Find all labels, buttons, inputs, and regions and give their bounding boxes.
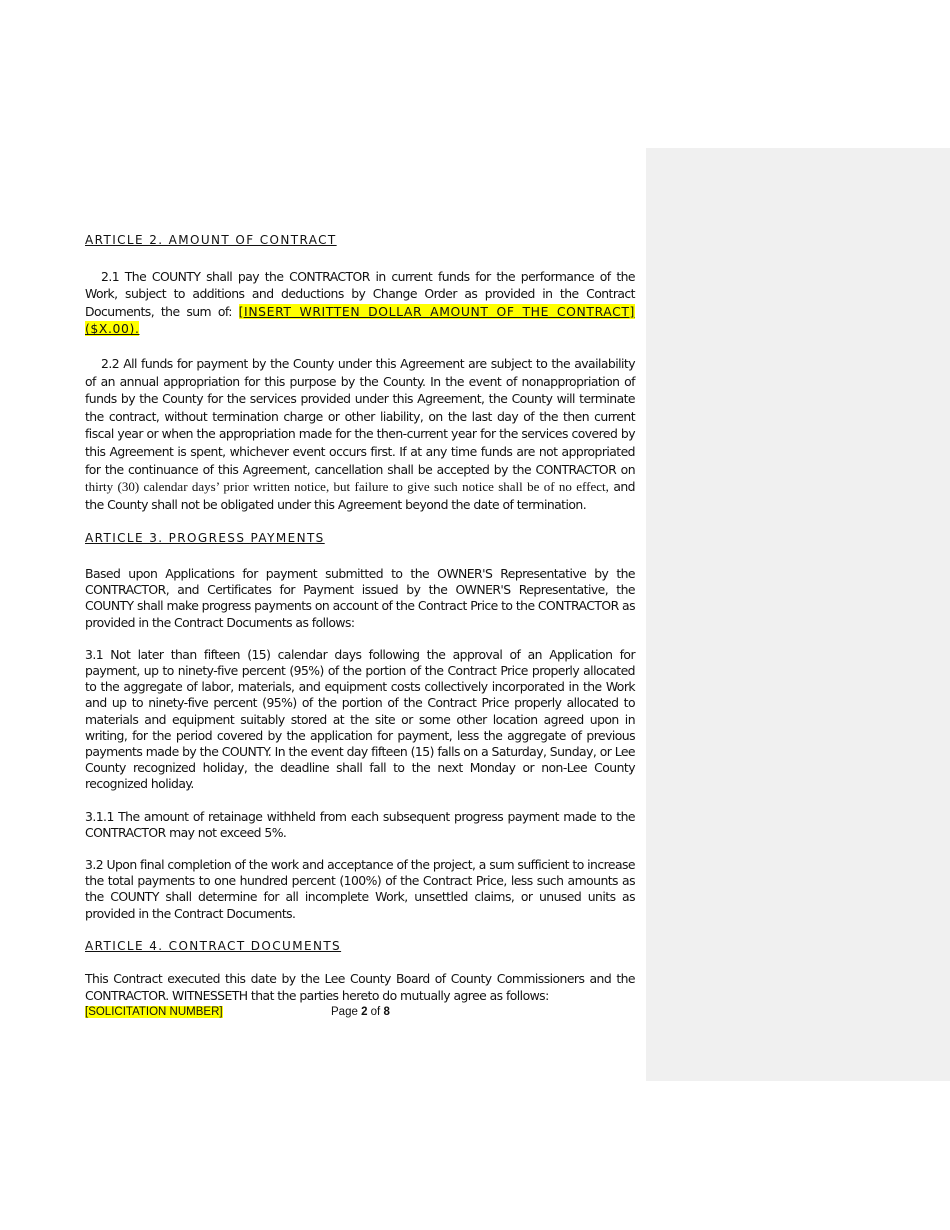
article-3-intro: Based upon Applications for payment submitted to the OWNER'S Representative by the CONTRACTOR, and Certificates for Payment issued by the OWNER'S Representative, the COUNTY shall make progress payments on account of the Contract Price to the CONTRACTOR as provided in the Contract Documents as follows: bbox=[85, 565, 635, 630]
page-of: of bbox=[367, 1006, 384, 1018]
page-current: 2 bbox=[361, 1006, 368, 1018]
paragraph-3-2: 3.2 Upon final completion of the work and acceptance of the project, a sum sufficient to increase the total payments to one hundred percent (100%) of the Contract Price, less such amounts as the COUNTY shall determine for all incomplete Work, unsettled claims, or unused units as provided in the Contract Documents. bbox=[85, 856, 635, 921]
article-2-heading: ARTICLE 2. AMOUNT OF CONTRACT bbox=[85, 233, 337, 247]
comment-pane bbox=[646, 148, 950, 1081]
paragraph-2-1-text: 2.1 The COUNTY shall pay the CONTRACTOR in current funds for the performance of the Work, subject to additions and deductions by Change Order as provided in the Contract Documents, the sum of: bbox=[85, 268, 635, 319]
paragraph-3-1-1: 3.1.1 The amount of retainage withheld from each subsequent progress payment made to the CONTRACTOR may not exceed 5%. bbox=[85, 808, 635, 840]
page-footer bbox=[85, 1006, 635, 1024]
solicitation-number[interactable]: [SOLICITATION NUMBER] bbox=[85, 1006, 223, 1018]
page-total: 8 bbox=[383, 1006, 390, 1018]
article-4-heading: ARTICLE 4. CONTRACT DOCUMENTS bbox=[85, 938, 342, 953]
article-3-heading: ARTICLE 3. PROGRESS PAYMENTS bbox=[85, 531, 325, 546]
paragraph-2-2-notice: thirty (30) calendar days’ prior written notice, but failure to give such notice shall be of no effect, bbox=[85, 479, 609, 495]
paragraph-2-2-end: and the County shall not be obligated under this Agreement beyond the date of termination. bbox=[85, 479, 635, 512]
contract-amount-placeholder[interactable]: [INSERT WRITTEN DOLLAR AMOUNT OF THE CONTRACT] ($X.00). bbox=[85, 303, 635, 337]
paragraph-3-1: 3.1 Not later than fifteen (15) calendar days following the approval of an Application for payment, up to ninety-five percent (95%) of the portion of the Contract Price properly allocated to the aggregate of labor, materials, and equipment costs collectively incorporated in the Work and up to ninety-five percent (95%) of the portion of the Contract Price properly allocated to materials and equipment suitably stored at the site or some other location agreed upon in writing, for the period covered by the application for payment, less the aggregate of previous payments made by the COUNTY. In the event day fifteen (15) falls on a Saturday, Sunday, or Lee County recognized holiday, the deadline shall fall to the next Monday or non-Lee County recognized holiday. bbox=[85, 646, 635, 792]
paragraph-2-2-text: 2.2 All funds for payment by the County under this Agreement are subject to the availability of an annual appropriation for this purpose by the County. In the event of nonappropriation of funds by the County for the services provided under this Agreement, the County will terminate the contract, without termination charge or other liability, on the last day of the then current fiscal year or when the appropriation made for the then-current year for the services covered by this Agreement is spent, whichever event occurs first. If at any time funds are not appropriated for the continuance of this Agreement, cancellation shall be accepted by the CONTRACTOR on bbox=[85, 355, 635, 477]
page-prefix: Page bbox=[331, 1006, 362, 1018]
paragraph-2-2 bbox=[85, 355, 635, 513]
paragraph-2-1 bbox=[85, 268, 635, 338]
page-number bbox=[331, 1006, 390, 1018]
document-body bbox=[85, 232, 635, 1004]
article-4-intro: This Contract executed this date by the Lee County Board of County Commissioners and the CONTRACTOR. WITNESSETH that the parties hereto do mutually agree as follows: bbox=[85, 971, 635, 1003]
